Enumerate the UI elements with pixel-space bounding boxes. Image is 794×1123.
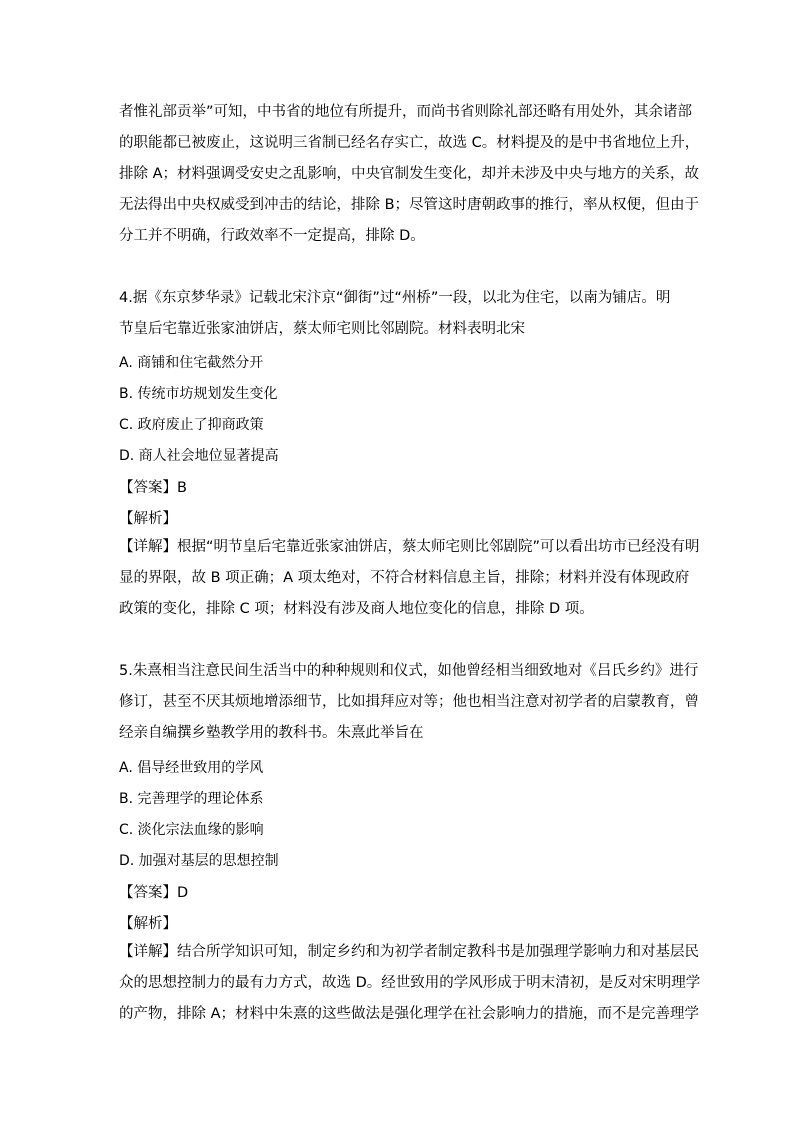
q4-option-a: A. 商铺和住宅截然分开 — [119, 355, 264, 371]
q5-option-b: B. 完善理学的理论体系 — [119, 791, 264, 807]
text-line: 的职能都已被废止，这说明三省制已经名存实亡，故选 C。材料提及的是中书省地位上升， — [119, 135, 700, 151]
q4-detail-paragraph — [119, 532, 700, 625]
q5-detail-paragraph — [119, 937, 701, 1030]
q4-option-d: D. 商人社会地位显著提高 — [119, 448, 279, 464]
text-line: 【详解】结合所学知识可知，制定乡约和为初学者制定教科书是加强理学影响力和对基层民 — [119, 944, 699, 960]
text-line: 经亲自编撰乡塾教学用的教科书。朱熹此举旨在 — [119, 725, 424, 741]
q5-option-d: D. 加强对基层的思想控制 — [119, 853, 279, 869]
q4-option-c: C. 政府废止了抑商政策 — [119, 417, 264, 433]
q4-analysis-label: 【解析】 — [119, 511, 177, 527]
text-line: 的产物，排除 A；材料中朱熹的这些做法是强化理学在社会影响力的措施，而不是完善理学 — [119, 1006, 700, 1022]
text-line: 【详解】根据“明节皇后宅靠近张家油饼店，蔡太师宅则比邻剧院”可以看出坊市已经没有明 — [119, 539, 700, 555]
text-line: 节皇后宅靠近张家油饼店，蔡太师宅则比邻剧院。材料表明北宋 — [119, 321, 525, 337]
q5-option-c: C. 淡化宗法血缘的影响 — [119, 822, 264, 838]
q4-answer: 【答案】B — [119, 480, 187, 496]
text-line: 修订，甚至不厌其烦地增添细节，比如揖拜应对等；他也相当注意对初学者的启蒙教育，曾 — [119, 694, 699, 710]
text-line: 5.朱熹相当注意民间生活当中的种种规则和仪式，如他曾经相当细致地对《吕氏乡约》进行 — [119, 663, 699, 679]
text-line: 者惟礼部贡举”可知，中书省的地位有所提升，而尚书省则除礼部还略有用处外，其余诸部 — [119, 104, 693, 120]
q4-stem — [119, 283, 677, 345]
q5-option-a: A. 倡导经世致用的学风 — [119, 760, 264, 776]
q5-stem — [119, 656, 699, 749]
q5-analysis-label: 【解析】 — [119, 916, 177, 932]
text-line: 众的思想控制力的最有力方式，故选 D。经世致用的学风形成于明末清初，是反对宋明理学 — [119, 975, 701, 991]
text-line: 显的界限，故 B 项正确；A 项太绝对，不符合材料信息主旨，排除；材料并没有体现政府 — [119, 570, 690, 586]
text-line: 4.据《东京梦华录》记载北宋汴京“御街”过“州桥”一段，以北为住宅，以南为铺店。明 — [119, 290, 671, 306]
q3-analysis-paragraph — [119, 97, 700, 252]
text-line: 排除 A；材料强调受安史之乱影响，中央官制发生变化，却并未涉及中央与地方的关系，故 — [119, 166, 700, 182]
q4-option-b: B. 传统市坊规划发生变化 — [119, 386, 278, 402]
q5-answer: 【答案】D — [119, 885, 189, 901]
text-line: 政策的变化，排除 C 项；材料没有涉及商人地位变化的信息，排除 D 项。 — [119, 601, 594, 617]
text-line: 无法得出中央权威受到冲击的结论，排除 B；尽管这时唐朝政事的推行，率从权便，但由于 — [119, 197, 700, 213]
text-line: 分工并不明确，行政效率不一定提高，排除 D。 — [119, 228, 425, 244]
